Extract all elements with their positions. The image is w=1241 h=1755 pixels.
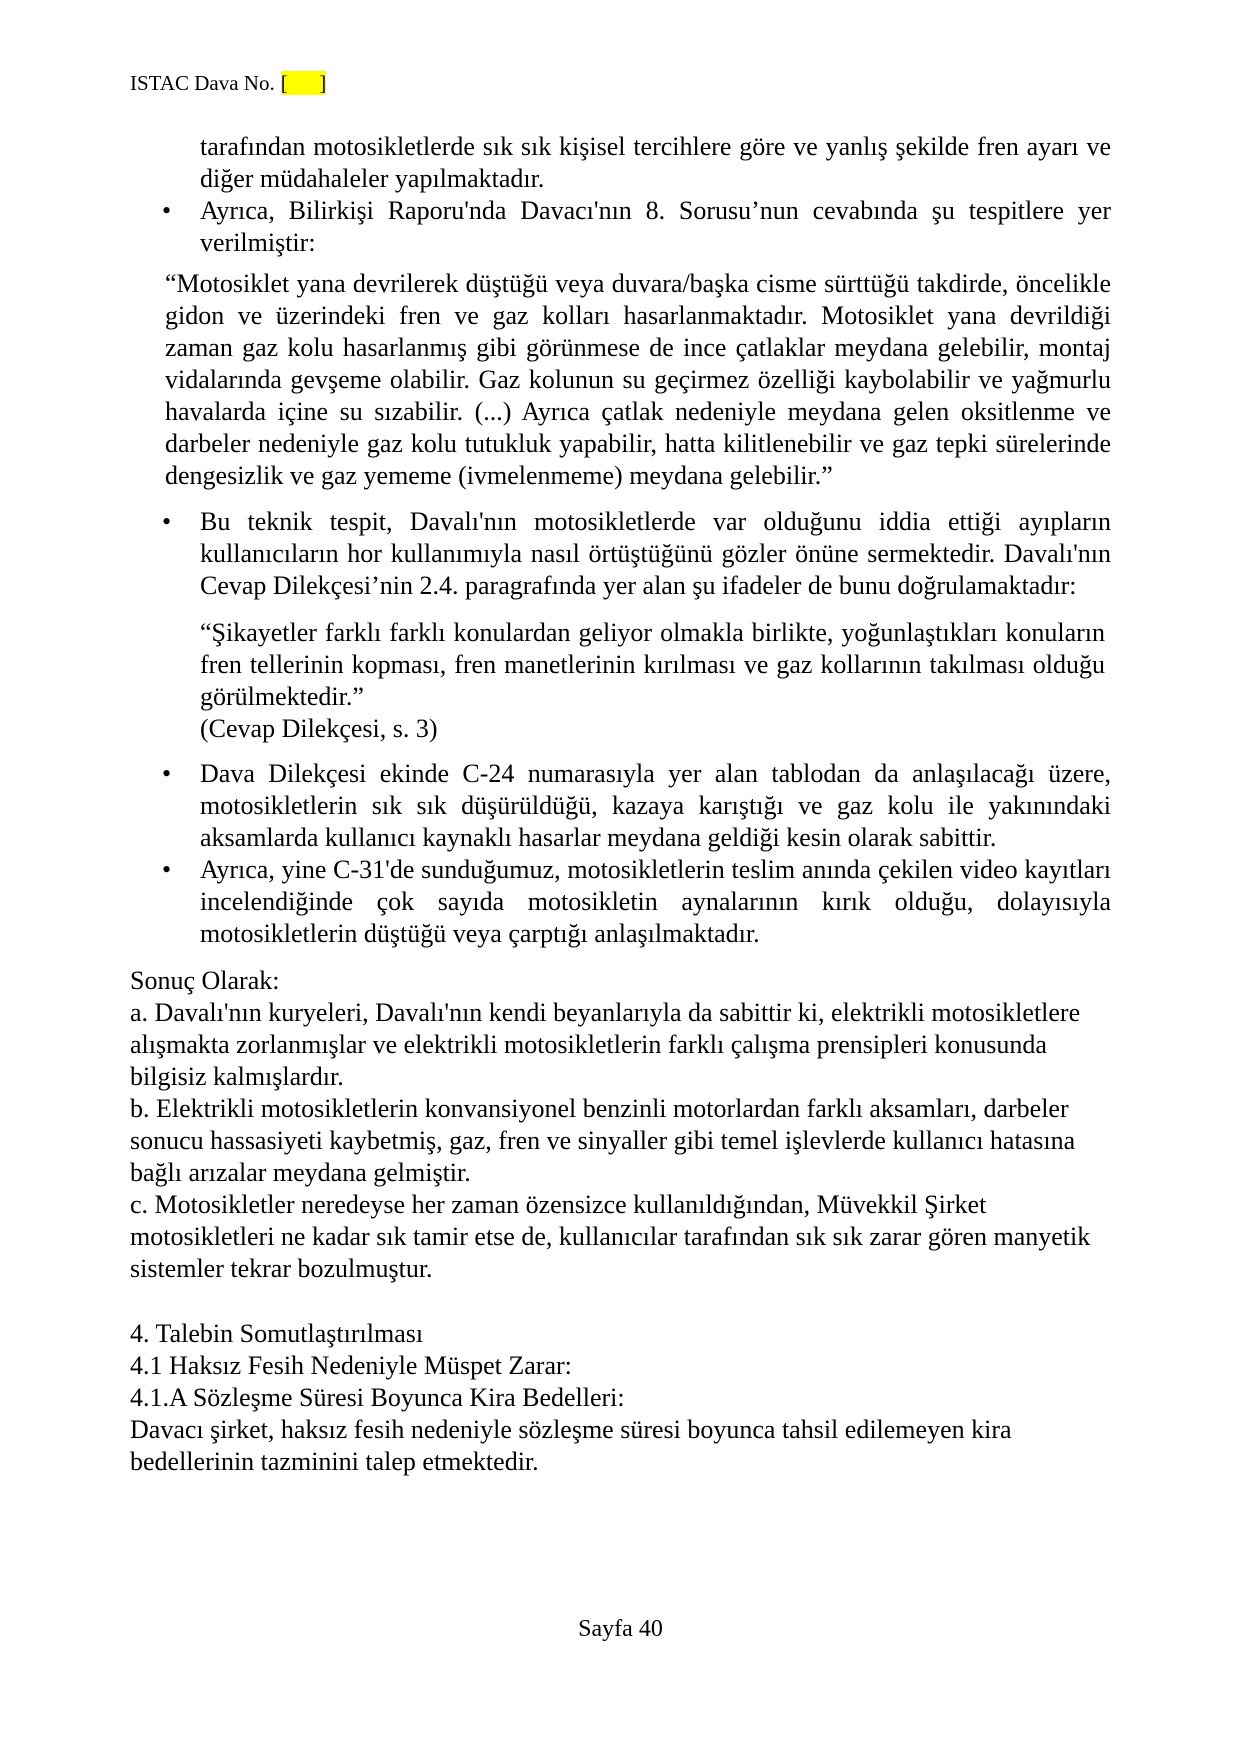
blockquote-response-text: “Şikayetler farklı farklı konulardan geliyor olmakla birlikte, yoğunlaştıkları konuların fren tellerinin kopması, fren manetlerinin kırılması ve gaz kollarının takılması olduğu görülmektedir.” <box>200 618 1105 711</box>
bullet-dot-icon: • <box>162 855 172 884</box>
document-body <box>130 131 1111 1478</box>
bullet-text-exhibit-c31: Ayrıca, yine C-31'de sunduğumuz, motosikletlerin teslim anında çekilen video kayıtları incelendiğinde çok sayıda motosikletin aynalarının kırık olduğu, dolayısıyla motosikletlerin düştüğü veya çarptığı anlaşılmaktadır. <box>200 855 1111 948</box>
paragraph-intro-continuation: tarafından motosikletlerde sık sık kişisel tercihlere göre ve yanlış şekilde fren ayarı ve diğer müdahaleler yapılmaktadır. <box>200 132 1111 193</box>
bullet-text-expert-report: Ayrıca, Bilirkişi Raporu'nda Davacı'nın 8. Sorusu’nun cevabında şu tespitlere yer verilmiştir: <box>200 196 1111 257</box>
bullet-text-exhibit-c24: Dava Dilekçesi ekinde C-24 numarasıyla yer alan tablodan da anlaşılacağı üzere, motosikletlerin sık sık düşürüldüğü, kazaya karıştığı ve gaz kolu ile yakınındaki aksamlarda kullanıcı kaynaklı hasarlar meydana geldiği kesin olarak sabittir. <box>200 759 1111 852</box>
section-4-1-a-heading: 4.1.A Sözleşme Süresi Boyunca Kira Bedelleri: <box>130 1383 625 1412</box>
conclusion-item-c: c. Motosikletler neredeyse her zaman özensizce kullanıldığından, Müvekkil Şirket motosikletleri ne kadar sık tamir etse de, kullanıcılar tarafından sık sık zarar gören manyetik sistemler tekrar bozulmuştur. <box>130 1190 1091 1283</box>
conclusion-section <box>130 965 1111 1285</box>
blockquote-response-petition <box>200 617 1105 745</box>
bullet-item-exhibit-c31 <box>130 854 1111 950</box>
section-4-1-heading: 4.1 Haksız Fesih Nedeniyle Müspet Zarar: <box>130 1351 572 1380</box>
document-header <box>130 70 326 96</box>
bullet-text-technical-finding: Bu teknik tespit, Davalı'nın motosikletlerde var olduğunu iddia ettiği ayıpların kullanıcıların hor kullanımıyla nasıl örtüştüğünü gözler önüne sermektedir. Davalı'nın Cevap Dilekçesi’nin 2.4. paragrafında yer alan şu ifadeler de bunu doğrulamaktadır: <box>200 507 1111 600</box>
bullet-item-technical-finding <box>130 506 1111 602</box>
conclusion-item-b: b. Elektrikli motosikletlerin konvansiyonel benzinli motorlardan farklı aksamları, darbeler sonucu hassasiyeti kaybetmiş, gaz, fren ve sinyaller gibi temel işlevlerde kullanıcı hatasına bağlı arızalar meydana gelmiştir. <box>130 1094 1076 1187</box>
document-footer <box>0 1614 1241 1644</box>
section-4-1-a-text: Davacı şirket, haksız fesih nedeniyle sözleşme süresi boyunca tahsil edilemeyen kira bedellerinin tazminini talep etmektedir. <box>130 1415 1012 1476</box>
bullet-item-expert-report <box>130 195 1111 259</box>
page-number: Sayfa 40 <box>578 1616 663 1642</box>
blockquote-expert-report: “Motosiklet yana devrilerek düştüğü veya duvara/başka cisme sürttüğü takdirde, öncelikle gidon ve üzerindeki fren ve gaz kolları hasarlanmaktadır. Motosiklet yana devrildiği zaman gaz kolu hasarlanmış gibi görünmese de ince çatlaklar meydana gelebilir, montaj vidalarında gevşeme olabilir. Gaz kolunun su geçirmez özelliği kaybolabilir ve yağmurlu havalarda içine su sızabilir. (...) Ayrıca çatlak nedeniyle meydana gelen oksitlenme ve darbeler nedeniyle gaz kolu tutukluk yapabilir, hatta kilitlenebilir ve gaz tepki sürelerinde dengesizlik ve gaz yememe (ivmelenmeme) meydana gelebilir.” <box>165 269 1111 490</box>
conclusion-item-a: a. Davalı'nın kuryeleri, Davalı'nın kendi beyanlarıyla da sabittir ki, elektrikli motosikletlere alışmakta zorlanmışlar ve elektrikli motosikletlerin farklı çalışma prensipleri konusunda bilgisiz kalmışlardır. <box>130 998 1081 1091</box>
conclusion-heading: Sonuç Olarak: <box>130 966 280 995</box>
section-4-heading: 4. Talebin Somutlaştırılması <box>130 1319 424 1348</box>
bullet-dot-icon: • <box>162 196 172 225</box>
blockquote-response-source: (Cevap Dilekçesi, s. 3) <box>200 714 438 743</box>
section-4-claims <box>130 1318 1111 1478</box>
case-number-redacted-highlight: [ ] <box>280 71 327 95</box>
case-number-label: ISTAC Dava No. <box>130 71 275 95</box>
bullet-dot-icon: • <box>162 507 172 536</box>
bullet-item-exhibit-c24 <box>130 758 1111 854</box>
bullet-dot-icon: • <box>162 759 172 788</box>
